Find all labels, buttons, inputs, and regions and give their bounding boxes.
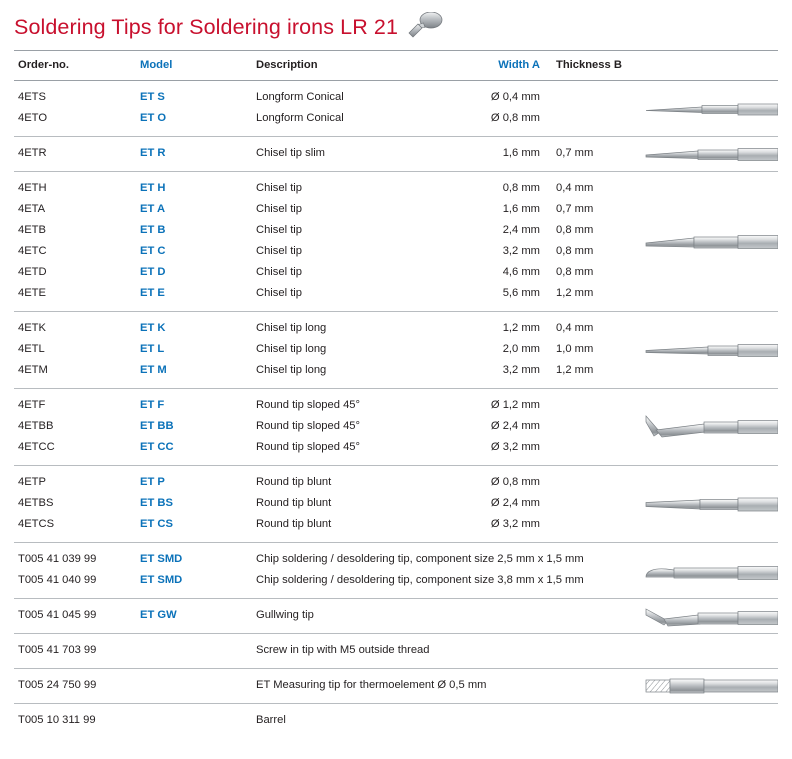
order-no: 4ETS: [18, 91, 46, 103]
thickness-b-cell: [552, 389, 644, 417]
thickness-b-cell: [552, 241, 644, 262]
thickness-b: [552, 704, 644, 738]
thickness-b-cell: [552, 466, 644, 494]
width-a-cell: [470, 220, 552, 241]
tip-illustration-gullwing-tip: [644, 599, 778, 634]
thickness-b: 0,4 mm: [556, 182, 594, 194]
model: ET D: [140, 266, 166, 278]
table-header: [14, 51, 778, 81]
soldering-tips-table: [14, 50, 778, 738]
model-cell: [140, 220, 256, 241]
model-cell: [140, 599, 256, 634]
order-no: T005 41 703 99: [18, 644, 97, 656]
model-cell: [140, 262, 256, 283]
thickness-b-cell: [552, 262, 644, 283]
table-row: [14, 543, 778, 571]
tip-illustration-longform-conical-tip: [644, 81, 778, 137]
thickness-b-cell: [552, 599, 644, 634]
table-row: [14, 172, 778, 200]
order-no: 4ETR: [18, 147, 47, 159]
order-no-cell: [14, 514, 140, 543]
table-row: [14, 599, 778, 634]
description: Chisel tip long: [256, 364, 327, 376]
width-a-cell: [470, 466, 552, 494]
order-no: T005 24 750 99: [18, 679, 97, 691]
width-a: 5,6 mm: [502, 287, 540, 299]
description-cell: [256, 283, 470, 312]
width-a-cell: [470, 81, 552, 109]
column-header-order-no: Order-no.: [14, 51, 140, 81]
order-no-cell: [14, 669, 140, 704]
thickness-b: 1,0 mm: [556, 343, 594, 355]
model: ET CS: [140, 518, 173, 530]
order-no: 4ETE: [18, 287, 46, 299]
thickness-b-cell: [552, 704, 644, 739]
description-cell: [256, 262, 470, 283]
order-no: 4ETCC: [18, 441, 55, 453]
width-a: 3,2 mm: [502, 364, 540, 376]
description-cell: [256, 570, 584, 599]
description-cell: [256, 360, 470, 389]
model: ET C: [140, 245, 166, 257]
thickness-b: 1,2 mm: [556, 287, 594, 299]
thickness-b: [552, 466, 644, 493]
model: ET GW: [140, 609, 177, 621]
width-a: 3,2 mm: [502, 245, 540, 257]
model-cell: [140, 466, 256, 494]
description: Round tip blunt: [256, 518, 332, 530]
column-header-width-a: Width A: [470, 51, 552, 81]
order-no: T005 10 311 99: [18, 714, 96, 726]
thickness-b-cell: [552, 360, 644, 389]
page-title: Soldering Tips for Soldering irons LR 21: [14, 14, 399, 39]
thickness-b-cell: [552, 283, 644, 312]
width-a-cell: [470, 389, 552, 417]
model-cell: [140, 514, 256, 543]
order-no-cell: [14, 283, 140, 312]
description: Chisel tip: [256, 266, 303, 278]
tip-illustration-chip-soldering-tip: [644, 543, 778, 599]
width-a-cell: [470, 599, 552, 634]
order-no: 4ETF: [18, 399, 46, 411]
description: Chisel tip: [256, 287, 303, 299]
thickness-b-cell: [552, 81, 644, 109]
model-cell: [140, 570, 256, 599]
order-no: 4ETBB: [18, 420, 54, 432]
order-no-cell: [14, 704, 140, 739]
model-cell: [140, 241, 256, 262]
model: ET A: [140, 203, 166, 215]
model-cell: [140, 704, 256, 739]
model-cell: [140, 389, 256, 417]
thickness-b-cell: [552, 437, 644, 466]
tip-illustration-none: [644, 704, 778, 739]
width-a: Ø 0,4 mm: [490, 91, 540, 103]
order-no: 4ETO: [18, 112, 48, 124]
thickness-b-cell: [552, 669, 644, 704]
width-a-cell: [470, 172, 552, 200]
description: Chisel tip slim: [256, 147, 326, 159]
model: [140, 634, 256, 668]
tip-illustration-round-tip-sloped-45: [644, 389, 778, 466]
description-cell: [256, 669, 487, 704]
table-row: [14, 137, 778, 172]
description-cell: [256, 599, 470, 634]
width-a: 2,4 mm: [502, 224, 540, 236]
model-cell: [140, 283, 256, 312]
width-a: 2,0 mm: [502, 343, 540, 355]
thickness-b-cell: [552, 137, 644, 172]
description: Chisel tip long: [256, 322, 327, 334]
order-no: 4ETH: [18, 182, 47, 194]
order-no-cell: [14, 634, 140, 669]
order-no-cell: [14, 339, 140, 360]
width-a: 1,6 mm: [502, 147, 540, 159]
order-no: 4ETBS: [18, 497, 54, 509]
width-a: Ø 2,4 mm: [490, 420, 540, 432]
order-no: 4ETL: [18, 343, 45, 355]
model: [140, 704, 256, 738]
description-cell: [256, 220, 470, 241]
model-cell: [140, 634, 256, 669]
description-cell: [256, 137, 470, 172]
description-cell: [256, 543, 584, 571]
model: ET K: [140, 322, 166, 334]
width-a-cell: [470, 199, 552, 220]
width-a-cell: [470, 283, 552, 312]
model-cell: [140, 669, 256, 704]
title-row: [14, 0, 778, 50]
table-header-row: [14, 51, 778, 81]
width-a-cell: [470, 360, 552, 389]
model-cell: [140, 137, 256, 172]
description: Round tip sloped 45°: [256, 441, 360, 453]
width-a: 1,2 mm: [502, 322, 540, 334]
description-cell: [256, 634, 470, 669]
thickness-b-cell: [552, 339, 644, 360]
description: Chisel tip: [256, 182, 303, 194]
thickness-b: 0,7 mm: [556, 203, 594, 215]
description: Round tip sloped 45°: [256, 420, 360, 432]
tip-illustration-chisel-tip-long: [644, 312, 778, 389]
width-a: [470, 634, 552, 668]
model: ET O: [140, 112, 167, 124]
description-cell: [256, 339, 470, 360]
thickness-b-cell: [552, 634, 644, 669]
thickness-b: 0,7 mm: [556, 147, 594, 159]
model: ET BS: [140, 497, 173, 509]
description: Chisel tip: [256, 224, 303, 236]
thickness-b: [552, 599, 644, 633]
width-a-cell: [470, 437, 552, 466]
width-a-cell: [470, 312, 552, 340]
description: Chisel tip long: [256, 343, 327, 355]
model-cell: [140, 416, 256, 437]
description: Round tip sloped 45°: [256, 399, 360, 411]
table-row: [14, 81, 778, 109]
width-a-cell: [470, 241, 552, 262]
order-no: T005 41 040 99: [18, 574, 97, 586]
model-cell: [140, 81, 256, 109]
order-no-cell: [14, 220, 140, 241]
description-cell: [256, 81, 470, 109]
thickness-b: [552, 669, 644, 703]
model: ET SMD: [140, 574, 183, 586]
thickness-b: [552, 493, 644, 514]
order-no-cell: [14, 543, 140, 571]
order-no-cell: [14, 599, 140, 634]
order-no: 4ETP: [18, 476, 46, 488]
width-a: 4,6 mm: [502, 266, 540, 278]
table-row: [14, 389, 778, 417]
order-no-cell: [14, 199, 140, 220]
column-header-image: [644, 51, 778, 81]
description: Round tip blunt: [256, 476, 332, 488]
table-body: [14, 81, 778, 739]
thickness-b: 0,8 mm: [556, 266, 594, 278]
width-a-cell: [470, 634, 552, 669]
model-cell: [140, 199, 256, 220]
thickness-b: 0,4 mm: [556, 322, 594, 334]
model: ET F: [140, 399, 165, 411]
description-cell: [256, 416, 470, 437]
thickness-b: [552, 416, 644, 437]
tip-illustration-none: [644, 634, 778, 669]
description: ET Measuring tip for thermoelement Ø 0,5 mm: [256, 679, 487, 691]
tip-illustration-round-tip-blunt: [644, 466, 778, 543]
order-no-cell: [14, 389, 140, 417]
table-row: [14, 312, 778, 340]
thickness-b-cell: [552, 172, 644, 200]
model: [140, 669, 256, 703]
width-a-cell: [470, 137, 552, 172]
order-no-cell: [14, 172, 140, 200]
order-no: 4ETB: [18, 224, 46, 236]
thickness-b-cell: [552, 514, 644, 543]
description: Chisel tip: [256, 203, 303, 215]
thickness-b: [552, 81, 644, 108]
width-a-cell: [470, 704, 552, 739]
width-a: Ø 0,8 mm: [490, 112, 540, 124]
table-row: [14, 669, 778, 704]
model: ET M: [140, 364, 167, 376]
width-a: Ø 2,4 mm: [490, 497, 540, 509]
model: ET P: [140, 476, 165, 488]
order-no: T005 41 039 99: [18, 553, 97, 565]
model: ET CC: [140, 441, 174, 453]
description: Round tip blunt: [256, 497, 332, 509]
model-cell: [140, 312, 256, 340]
thickness-b-cell: [552, 220, 644, 241]
thickness-b: 0,8 mm: [556, 245, 594, 257]
description: Chip soldering / desoldering tip, component size 2,5 mm x 1,5 mm: [256, 553, 584, 565]
tip-illustration-measuring-tip: [644, 669, 778, 704]
table-row: [14, 466, 778, 494]
description: Chip soldering / desoldering tip, component size 3,8 mm x 1,5 mm: [256, 574, 584, 586]
column-header-thickness-b: Thickness B: [552, 51, 644, 81]
model-cell: [140, 339, 256, 360]
model: ET L: [140, 343, 165, 355]
order-no-cell: [14, 137, 140, 172]
order-no: 4ETCS: [18, 518, 55, 530]
model-cell: [140, 543, 256, 571]
order-no-cell: [14, 360, 140, 389]
model-cell: [140, 360, 256, 389]
description-cell: [256, 437, 470, 466]
table-row: [14, 704, 778, 739]
description-cell: [256, 466, 470, 494]
width-a: [470, 704, 552, 738]
model: ET SMD: [140, 553, 183, 565]
description: Chisel tip: [256, 245, 303, 257]
description: Longform Conical: [256, 91, 344, 103]
order-no-cell: [14, 262, 140, 283]
thickness-b: [552, 437, 644, 465]
model: ET S: [140, 91, 165, 103]
thickness-b-cell: [552, 493, 644, 514]
width-a: 0,8 mm: [502, 182, 540, 194]
table-row: [14, 634, 778, 669]
order-no: 4ETK: [18, 322, 46, 334]
order-no: 4ETC: [18, 245, 47, 257]
tip-illustration-chisel-tip-slim: [644, 137, 778, 172]
model: ET R: [140, 147, 166, 159]
width-a-cell: [470, 108, 552, 137]
order-no-cell: [14, 493, 140, 514]
width-a: 1,6 mm: [502, 203, 540, 215]
thickness-b: [552, 634, 644, 668]
width-a-cell: [470, 493, 552, 514]
description-cell: [256, 108, 470, 137]
order-no: T005 41 045 99: [18, 609, 97, 621]
description-cell: [256, 172, 470, 200]
model-cell: [140, 493, 256, 514]
tip-illustration-chisel-tip: [644, 172, 778, 312]
thickness-b-cell: [552, 416, 644, 437]
order-no: 4ETD: [18, 266, 47, 278]
order-no-cell: [14, 81, 140, 109]
thickness-b-cell: [552, 199, 644, 220]
description-cell: [256, 199, 470, 220]
description: Gullwing tip: [256, 609, 314, 621]
model-cell: [140, 437, 256, 466]
model: ET BB: [140, 420, 174, 432]
thickness-b-cell: [552, 108, 644, 137]
description-cell: [256, 241, 470, 262]
order-no: 4ETA: [18, 203, 46, 215]
description-cell: [256, 704, 470, 739]
model: ET B: [140, 224, 166, 236]
order-no-cell: [14, 466, 140, 494]
thickness-b: [552, 389, 644, 416]
description-cell: [256, 514, 470, 543]
thickness-b: 1,2 mm: [556, 364, 594, 376]
thickness-b: [552, 514, 644, 542]
model: ET H: [140, 182, 166, 194]
width-a: [470, 599, 552, 633]
description: Barrel: [256, 714, 286, 726]
model: ET E: [140, 287, 165, 299]
column-header-description: Description: [256, 51, 470, 81]
description: Screw in tip with M5 outside thread: [256, 644, 430, 656]
width-a: Ø 3,2 mm: [490, 441, 540, 453]
order-no-cell: [14, 241, 140, 262]
order-no: 4ETM: [18, 364, 48, 376]
width-a-cell: [470, 416, 552, 437]
thickness-b-cell: [552, 312, 644, 340]
width-a-cell: [470, 262, 552, 283]
thickness-b: [552, 108, 644, 136]
width-a-cell: [470, 339, 552, 360]
width-a: Ø 0,8 mm: [490, 476, 540, 488]
thickness-b: 0,8 mm: [556, 224, 594, 236]
description-cell: [256, 493, 470, 514]
order-no-cell: [14, 416, 140, 437]
order-no-cell: [14, 570, 140, 599]
width-a: Ø 3,2 mm: [490, 518, 540, 530]
description-cell: [256, 389, 470, 417]
order-no-cell: [14, 108, 140, 137]
order-no-cell: [14, 312, 140, 340]
order-no-cell: [14, 437, 140, 466]
width-a: Ø 1,2 mm: [490, 399, 540, 411]
width-a-cell: [470, 514, 552, 543]
model-cell: [140, 172, 256, 200]
column-header-model: Model: [140, 51, 256, 81]
description-cell: [256, 312, 470, 340]
description: Longform Conical: [256, 112, 344, 124]
soldering-iron-icon: [406, 12, 446, 43]
model-cell: [140, 108, 256, 137]
